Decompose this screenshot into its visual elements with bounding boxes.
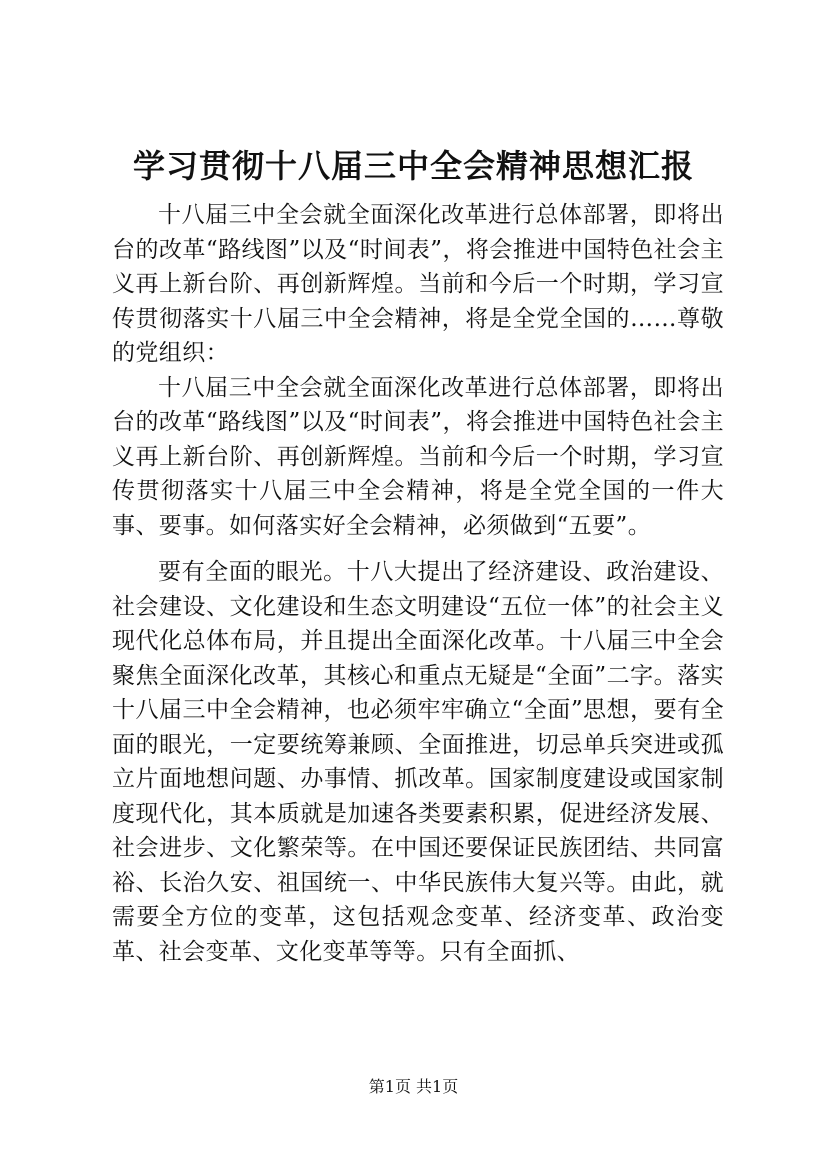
- page-title: 学习贯彻十八届三中全会精神思想汇报: [132, 147, 694, 185]
- document-body: [112, 198, 724, 969]
- paragraph-1: 十八届三中全会就全面深化改革进行总体部署，即将出台的改革“路线图”以及“时间表”，将会推进中国特色社会主义再上新台阶、再创新辉煌。当前和今后一个时期，学习宣传贯彻落实十八届三中全会精神，将是全党全国的……尊敬的党组织：: [112, 202, 724, 366]
- paragraph-2: 十八届三中全会就全面深化改革进行总体部署，即将出台的改革“路线图”以及“时间表”，将会推进中国特色社会主义再上新台阶、再创新辉煌。当前和今后一个时期，学习宣传贯彻落实十八届三中全会精神，将是全党全国的一件大事、要事。如何落实好全会精神，必须做到“五要”。: [112, 374, 724, 539]
- paragraph-3: 要有全面的眼光。十八大提出了经济建设、政治建设、社会建设、文化建设和生态文明建设“五位一体”的社会主义现代化总体布局，并且提出全面深化改革。十八届三中全会聚焦全面深化改革，其核心和重点无疑是“全面”二字。落实十八届三中全会精神，也必须牢牢确立“全面”思想，要有全面的眼光，一定要统筹兼顾、全面推进，切忌单兵突进或孤立片面地想问题、办事情、抓改革。国家制度建设或国家制度现代化，其本质就是加速各类要素积累，促进经济发展、社会进步、文化繁荣等。在中国还要保证民族团结、共同富裕、长治久安、祖国统一、中华民族伟大复兴等。由此，就需要全方位的变革，这包括观念变革、经济变革、政治变革、社会变革、文化变革等等。只有全面抓、: [112, 559, 724, 965]
- page-footer: 第1页 共1页: [368, 1077, 459, 1096]
